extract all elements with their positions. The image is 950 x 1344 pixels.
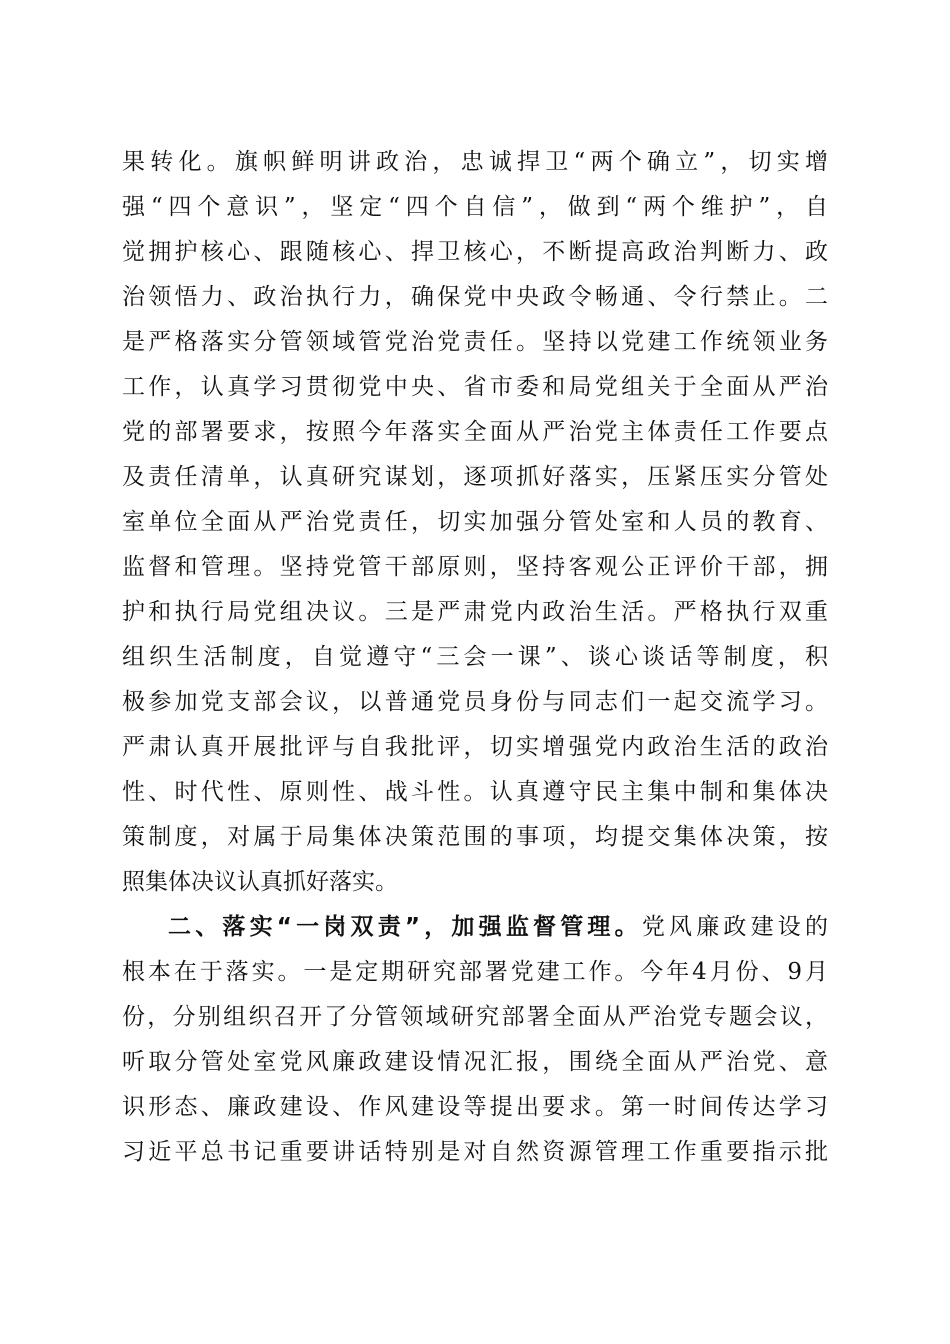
text-line: 监督和管理。坚持党管干部原则，坚持客观公正评价干部，拥: [122, 554, 828, 580]
text-line: 组织生活制度，自觉遵守“三会一课”、谈心谈话等制度，积: [122, 644, 828, 670]
text-line: 根本在于落实。一是定期研究部署党建工作。今年4月份、9月: [122, 959, 828, 985]
text-line: 照集体决议认真抓好落实。: [122, 869, 398, 895]
text-line: 党的部署要求，按照今年落实全面从严治党主体责任工作要点: [122, 419, 828, 445]
text-line: 护和执行局党组决议。三是严肃党内政治生活。严格执行双重: [122, 599, 828, 625]
text-line: 习近平总书记重要讲话特别是对自然资源管理工作重要指示批: [122, 1139, 828, 1165]
text-line: 室单位全面从严治党责任，切实加强分管处室和人员的教育、: [122, 509, 828, 535]
text-line: 性、时代性、原则性、战斗性。认真遵守民主集中制和集体决: [122, 779, 828, 805]
text-line: 识形态、廉政建设、作风建设等提出要求。第一时间传达学习: [122, 1094, 828, 1120]
section-heading-continuation: 党风廉政建设的: [641, 914, 829, 940]
text-line: 听取分管处室党风廉政建设情况汇报，围绕全面从严治党、意: [122, 1049, 828, 1075]
section-heading: 二、落实“一岗双责”，加强监督管理。: [168, 914, 642, 940]
text-line: 工作，认真学习贯彻党中央、省市委和局党组关于全面从严治: [122, 374, 828, 400]
text-line: 强“四个意识”，坚定“四个自信”，做到“两个维护”，自: [122, 194, 828, 220]
text-line: 是严格落实分管领域管党治党责任。坚持以党建工作统领业务: [122, 329, 828, 355]
text-line: 极参加党支部会议，以普通党员身份与同志们一起交流学习。: [122, 689, 828, 715]
text-line: 果转化。旗帜鲜明讲政治，忠诚捍卫“两个确立”，切实增: [122, 149, 828, 175]
text-line: 觉拥护核心、跟随核心、捍卫核心，不断提高政治判断力、政: [122, 239, 828, 265]
section-heading-line: [168, 907, 828, 947]
text-line: 治领悟力、政治执行力，确保党中央政令畅通、令行禁止。二: [122, 284, 828, 310]
text-line: 策制度，对属于局集体决策范围的事项，均提交集体决策，按: [122, 824, 828, 850]
text-line: 及责任清单，认真研究谋划，逐项抓好落实，压紧压实分管处: [122, 464, 828, 490]
text-line: 严肃认真开展批评与自我批评，切实增强党内政治生活的政治: [122, 734, 828, 760]
text-line: 份，分别组织召开了分管领域研究部署全面从严治党专题会议，: [122, 1004, 828, 1030]
